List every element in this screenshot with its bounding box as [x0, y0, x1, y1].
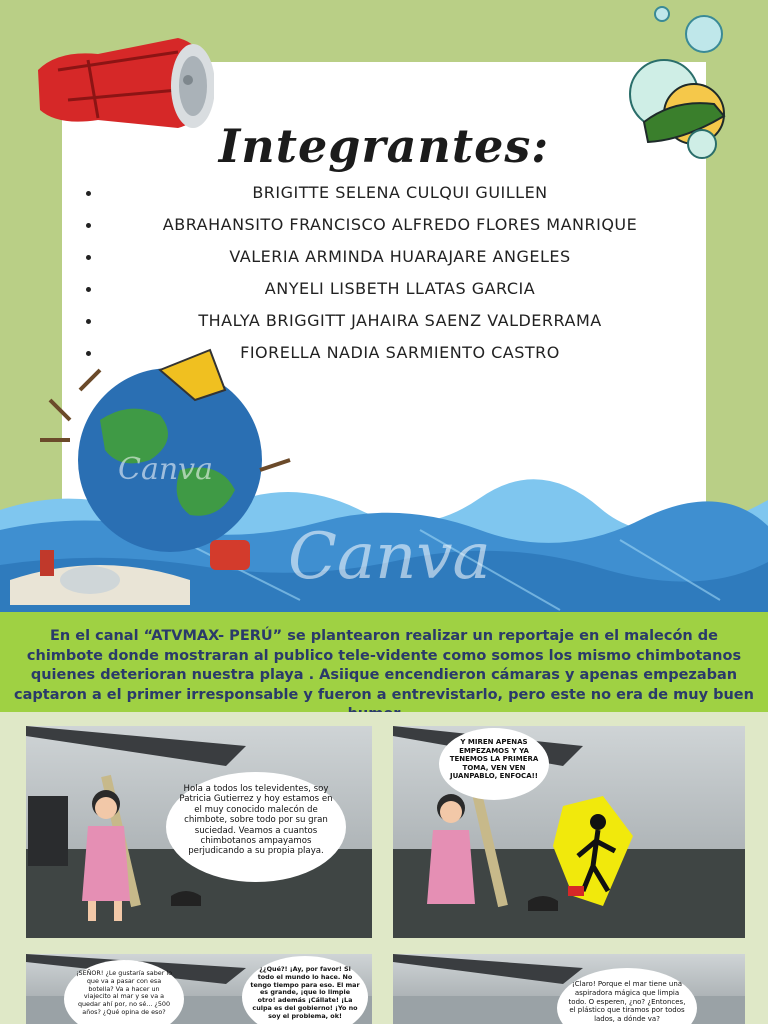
comic-panel-2: [393, 726, 745, 938]
comic-panel-4: [393, 954, 745, 1024]
member-name: VALERIA ARMINDA HUARAJARE ANGELES: [229, 247, 571, 266]
speech-bubble: [64, 960, 184, 1024]
member-name: ANYELI LISBETH LLATAS GARCIA: [264, 279, 536, 298]
bullet-icon: [86, 287, 91, 292]
member-name: ABRAHANSITO FRANCISCO ALFREDO FLORES MANRIQUE: [162, 215, 638, 234]
bullet-icon: [86, 223, 91, 228]
bullet-icon: [86, 319, 91, 324]
story-caption: En el canal “ATVMAX- PERÚ” se plantearon realizar un reportaje en el malecón de chimbote donde mostraran al publico tele-vidente como somos los mismo chimbotanos quienes deterioran nuestra playa . Asiique encendieron cámaras y apenas empezaban captaron a el primer irresponsable y fueron a entrevistarlo, pero este no era de muy buen: [14, 628, 754, 703]
speech-bubble: [242, 956, 368, 1024]
bubble-text: ¡SEÑOR! ¿Le gustaría saber lo que va a pasar con esa botella? Va a hacer un viajecito al mar y se va a quedar ahí por, no sé... ¿500 años? ¿Qué opina de eso?: [75, 969, 173, 1016]
speech-bubble: [166, 772, 346, 882]
bubble-text: ¿¿Qué?! ¡Ay, por favor! Si todo el mundo lo hace. No tengo tiempo para eso. El mar es grande, ¡que lo limpie otro! además ¡Cállate! ¡La culpa es del gobierno! ¡Yo no soy el problema, ok!: [250, 965, 360, 1020]
bullet-icon: [86, 191, 91, 196]
comic-panel-1: [26, 726, 372, 938]
bubble-text: Hola a todos los televidentes, soy Patricia Gutierrez y hoy estamos en el muy conocido malecón de chimbote, sobre todo por su gran suciedad. Veamos a cuantos chimbotanos ampayamos perjudicando a su propia playa.: [179, 784, 333, 857]
watermark: Canva: [288, 520, 491, 594]
speech-bubble: [439, 728, 549, 800]
watermark: Canva: [118, 452, 213, 487]
comic-panel-3: [26, 954, 372, 1024]
list-item: [80, 210, 680, 242]
list-item: [80, 242, 680, 274]
list-item: [80, 178, 680, 210]
bullet-icon: [86, 255, 91, 260]
member-name: FIORELLA NADIA SARMIENTO CASTRO: [240, 343, 560, 362]
member-name: THALYA BRIGGITT JAHAIRA SAENZ VALDERRAMA: [198, 311, 602, 330]
list-item: [80, 274, 680, 306]
bubble-text: Y MIREN APENAS EMPEZAMOS Y YA TENEMOS LA PRIMERA TOMA, VEN VEN JUANPABLO, ENFOCA!!: [449, 738, 539, 781]
page-title: Integrantes:: [218, 118, 550, 173]
bubble-text: ¡Claro! Porque el mar tiene una aspiradora mágica que limpia todo. O esperen, ¿no? ¿Entonces, el plástico que tiramos por todos lados, a dónde va?: [568, 980, 686, 1024]
member-name: BRIGITTE SELENA CULQUI GUILLEN: [252, 183, 548, 202]
